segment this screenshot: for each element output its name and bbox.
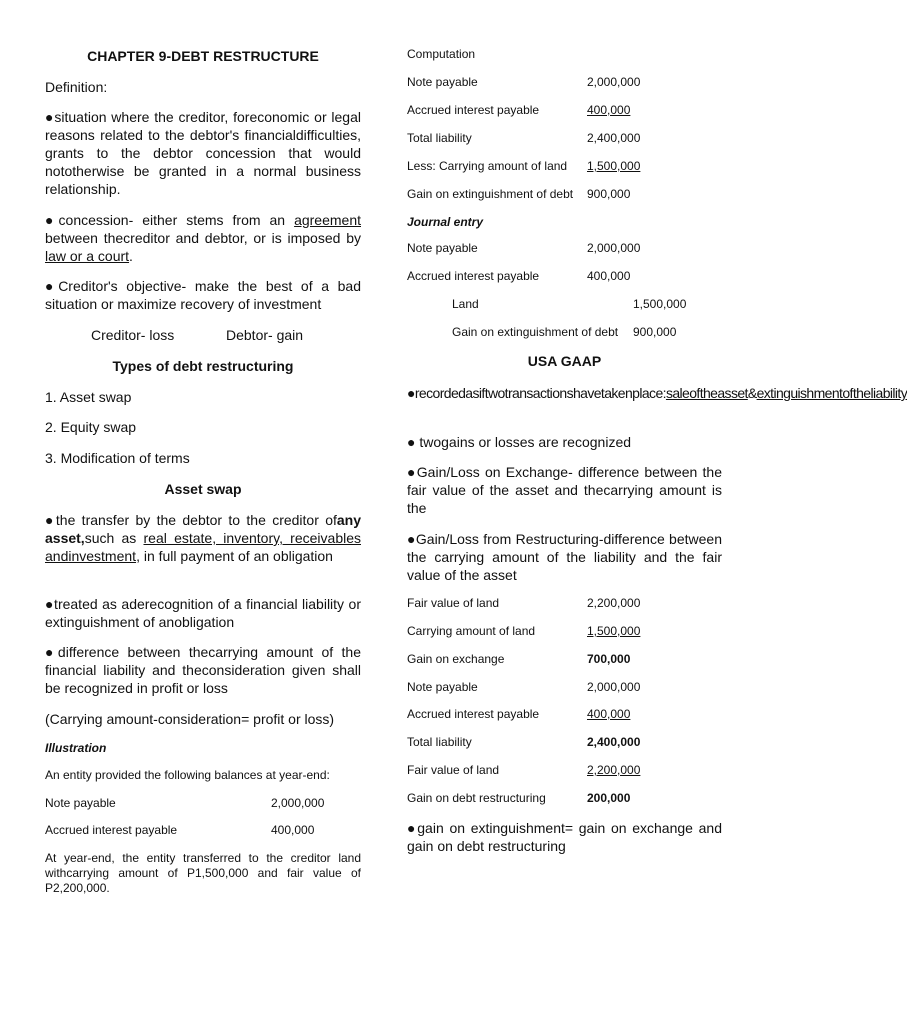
gaap-label: Carrying amount of land bbox=[407, 624, 536, 638]
balance-value: 400,000 bbox=[271, 823, 315, 837]
gaap-label: Fair value of land bbox=[407, 763, 500, 777]
computation-value: 1,500,000 bbox=[587, 159, 641, 173]
journal-value: 2,000,000 bbox=[587, 241, 641, 255]
asset-swap-examples: real estate, inventory, receivables andinvestment bbox=[45, 530, 361, 564]
type-item: 1. Asset swap bbox=[45, 389, 132, 405]
computation-label-cell: Total liability bbox=[407, 131, 472, 145]
gaap-label: Accrued interest payable bbox=[407, 707, 540, 721]
gaap-label: Fair value of land bbox=[407, 596, 500, 610]
computation-label: Computation bbox=[407, 47, 476, 61]
gaap-value: 2,400,000 bbox=[587, 735, 641, 749]
asset-swap-any-asset: any asset, bbox=[45, 512, 361, 546]
gaap-text-c: & bbox=[747, 385, 757, 401]
computation-value: 400,000 bbox=[587, 103, 631, 117]
asset-swap-text-c: such as bbox=[84, 530, 144, 546]
formula-text: (Carrying amount-consideration= profit or loss) bbox=[45, 711, 335, 727]
illustration-label: Illustration bbox=[45, 741, 107, 755]
journal-value: 400,000 bbox=[587, 269, 631, 283]
creditor-loss: Creditor- loss bbox=[91, 327, 175, 343]
concession-text-c: between thecreditor and debtor, or is imposed by bbox=[45, 230, 361, 246]
gaap-label: Gain on exchange bbox=[407, 652, 505, 666]
gaap-label: Total liability bbox=[407, 735, 472, 749]
gaap-sale-of-asset: saleoftheasset bbox=[665, 385, 748, 401]
objective-paragraph: ●Creditor's objective- make the best of a bad situation or maximize recovery of investment bbox=[45, 278, 361, 312]
concession-text-a: ●concession- either stems from an bbox=[45, 212, 295, 228]
gaap-value: 400,000 bbox=[587, 707, 631, 721]
usa-gaap-heading: USA GAAP bbox=[527, 353, 602, 369]
computation-label-cell: Accrued interest payable bbox=[407, 103, 540, 117]
computation-value: 900,000 bbox=[587, 187, 631, 201]
balance-value: 2,000,000 bbox=[271, 796, 325, 810]
gaap-value: 200,000 bbox=[587, 791, 631, 805]
concession-paragraph bbox=[45, 211, 361, 265]
journal-value: 900,000 bbox=[633, 325, 677, 339]
journal-label: Gain on extinguishment of debt bbox=[452, 325, 619, 339]
concession-agreement: agreement bbox=[294, 212, 361, 228]
gain-on-exchange-paragraph: ●Gain/Loss on Exchange- difference between the fair value of the asset and thecarrying amount is the bbox=[407, 464, 722, 516]
gaap-value: 700,000 bbox=[587, 652, 631, 666]
computation-label-cell: Gain on extinguishment of debt bbox=[407, 187, 574, 201]
closing-paragraph: At year-end, the entity transferred to the creditor land withcarrying amount of P1,500,000 and fair value of P2,200,000. bbox=[45, 851, 361, 895]
gaap-text-a: ●recordedasiftwotransactionshavetakenplace: bbox=[407, 385, 666, 401]
journal-value: 1,500,000 bbox=[633, 297, 687, 311]
usa-gaap-paragraph bbox=[407, 384, 907, 402]
definition-paragraph: ●situation where the creditor, foreconomic or legal reasons related to the debtor's financialdifficulties, grants to the debtor concession that would nototherwise be granted in a normal business relationship. bbox=[45, 109, 361, 197]
gaap-value: 2,200,000 bbox=[587, 596, 641, 610]
computation-label-cell: Note payable bbox=[407, 75, 478, 89]
journal-entry-label: Journal entry bbox=[407, 215, 484, 229]
computation-value: 2,400,000 bbox=[587, 131, 641, 145]
two-gains-paragraph: ● twogains or losses are recognized bbox=[407, 434, 632, 450]
gaap-value: 2,000,000 bbox=[587, 680, 641, 694]
type-item: 2. Equity swap bbox=[45, 419, 137, 435]
asset-swap-text-e: , in full payment of an obligation bbox=[136, 548, 333, 564]
gaap-value: 2,200,000 bbox=[587, 763, 641, 777]
difference-paragraph: ●difference between thecarrying amount of the financial liability and theconsideration given shall be recognized in profit or loss bbox=[45, 644, 361, 696]
illustration-intro: An entity provided the following balances at year-end: bbox=[45, 768, 330, 782]
journal-label: Note payable bbox=[407, 241, 478, 255]
concession-text-e: . bbox=[129, 248, 133, 264]
gain-on-extinguishment-paragraph: ●gain on extinguishment= gain on exchange and gain on debt restructuring bbox=[407, 820, 722, 854]
type-item: 3. Modification of terms bbox=[45, 450, 190, 466]
journal-label: Land bbox=[452, 297, 479, 311]
types-heading: Types of debt restructuring bbox=[112, 358, 294, 374]
concession-law: law or a court bbox=[45, 248, 130, 264]
gain-from-restructuring-paragraph: ●Gain/Loss from Restructuring-difference between the carrying amount of the liability and the fair value of the asset bbox=[407, 531, 722, 583]
asset-swap-paragraph bbox=[45, 511, 361, 565]
gaap-value: 1,500,000 bbox=[587, 624, 641, 638]
asset-swap-heading: Asset swap bbox=[164, 481, 242, 497]
computation-label-cell: Less: Carrying amount of land bbox=[407, 159, 568, 173]
chapter-title: CHAPTER 9-DEBT RESTRUCTURE bbox=[87, 48, 319, 64]
asset-swap-text-a: ●the transfer by the debtor to the creditor of bbox=[45, 512, 337, 528]
balance-label: Note payable bbox=[45, 796, 116, 810]
gaap-label: Gain on debt restructuring bbox=[407, 791, 546, 805]
gaap-extinguishment: extinguishmentoftheliability bbox=[756, 385, 907, 401]
balance-label: Accrued interest payable bbox=[45, 823, 178, 837]
computation-value: 2,000,000 bbox=[587, 75, 641, 89]
debtor-gain: Debtor- gain bbox=[226, 327, 304, 343]
journal-label: Accrued interest payable bbox=[407, 269, 540, 283]
gaap-label: Note payable bbox=[407, 680, 478, 694]
derecognition-paragraph: ●treated as aderecognition of a financial liability or extinguishment of anobligation bbox=[45, 596, 361, 630]
definition-label: Definition: bbox=[45, 79, 108, 95]
